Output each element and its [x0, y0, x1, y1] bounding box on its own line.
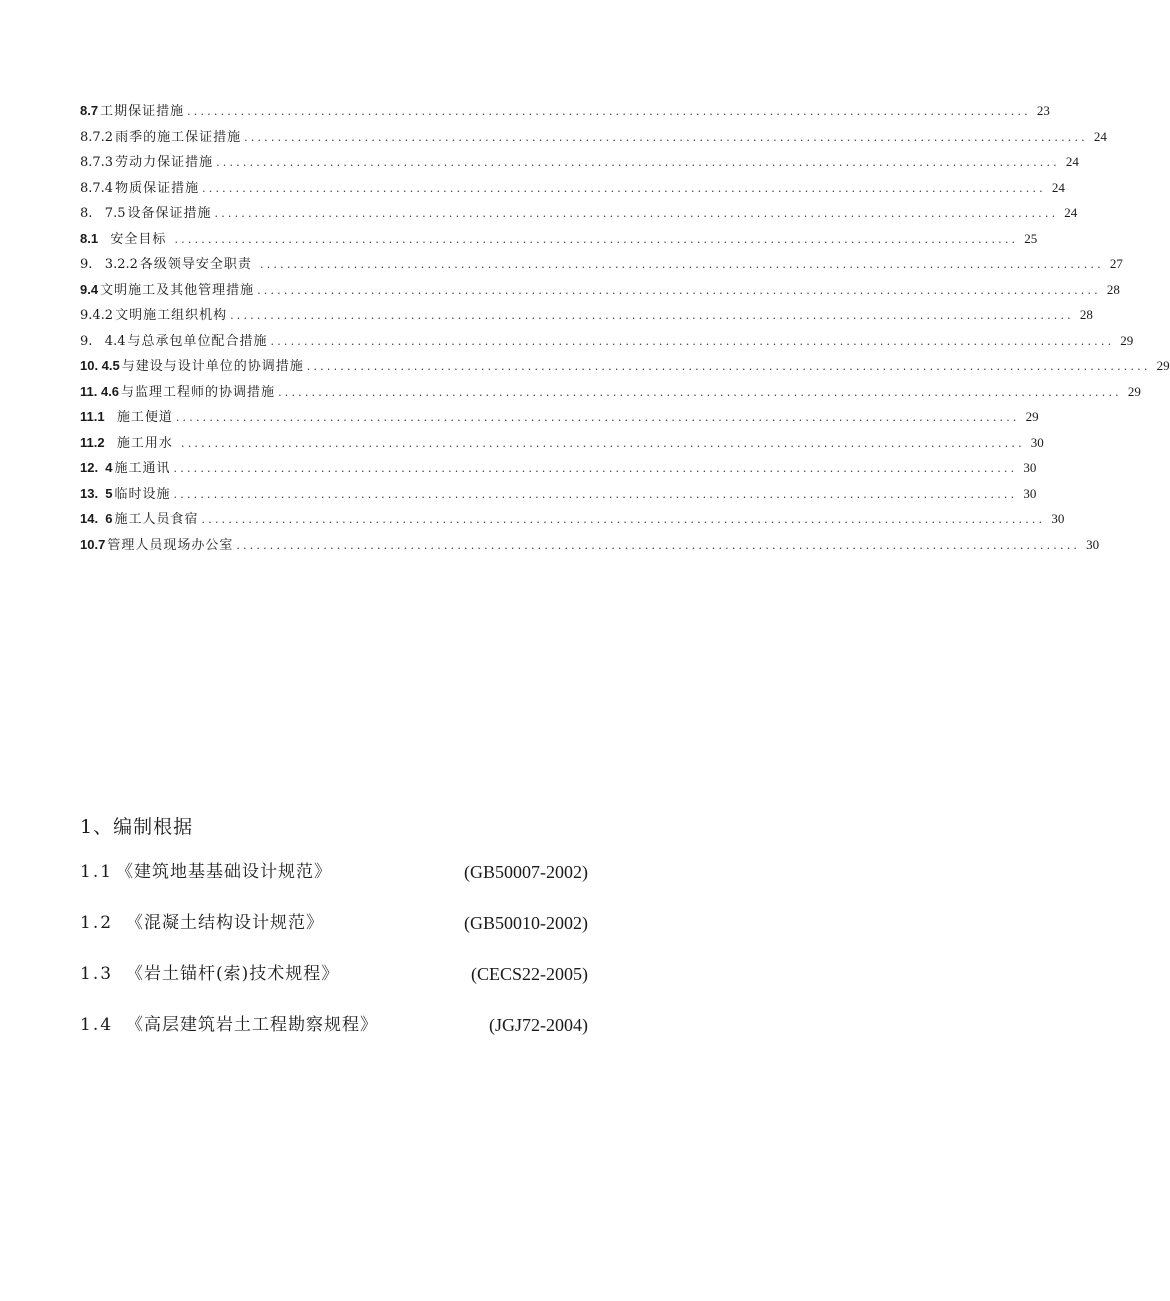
- toc-entry-page: 24: [1064, 205, 1078, 220]
- toc-entry-page: 23: [1036, 103, 1050, 118]
- toc-entry-page: 27: [1109, 256, 1123, 271]
- toc-entry-title: 与监理工程师的协调措施: [121, 384, 276, 400]
- toc-entry-number: 13. 5: [80, 485, 113, 501]
- toc-entry-page: 24: [1051, 179, 1065, 195]
- toc-entry[interactable]: [80, 330, 1134, 356]
- toc-entry-title: 与总承包单位配合措施: [127, 333, 268, 349]
- standard-number: 1.4: [80, 1015, 114, 1035]
- standard-item: [80, 1013, 600, 1064]
- toc-entry[interactable]: [80, 355, 1170, 381]
- toc-entry-title: 雨季的施工保证措施: [115, 129, 242, 145]
- standard-name: 《混凝土结构设计规范》: [126, 913, 324, 933]
- dot-leader: ..............................................................................................................................: [216, 156, 1060, 169]
- toc-entry-title: 管理人员现场办公室: [107, 537, 234, 553]
- dot-leader: ..............................................................................................................................: [201, 513, 1046, 526]
- dot-leader: ..............................................................................................................................: [244, 130, 1088, 144]
- toc-entry[interactable]: [80, 483, 1037, 509]
- toc-entry-page: 30: [1023, 460, 1037, 475]
- toc-entry-page: 25: [1024, 230, 1038, 246]
- toc-entry-number: 11.1: [80, 409, 105, 424]
- toc-entry[interactable]: [80, 100, 1050, 126]
- standard-number: 1.2: [80, 913, 114, 933]
- toc-entry-title: 安全目标: [100, 231, 172, 247]
- toc-entry[interactable]: [80, 508, 1065, 534]
- toc-entry-title: 施工便道: [106, 410, 173, 425]
- toc-entry-number: 9.4.2: [80, 308, 114, 323]
- toc-entry[interactable]: [80, 126, 1107, 152]
- toc-entry[interactable]: [80, 279, 1120, 305]
- toc-entry-page: 24: [1065, 154, 1079, 169]
- toc-entry-number: 8.7.4: [80, 180, 114, 196]
- toc-entry-page: 30: [1086, 536, 1100, 552]
- standard-code: (GB50007-2002): [464, 862, 588, 882]
- toc-entry-number: 12. 4: [80, 460, 113, 475]
- standard-number: 1.1: [80, 862, 114, 882]
- toc-entry-number: 9. 3.2.2: [80, 257, 138, 272]
- toc-entry-number: 8.7.3: [80, 155, 114, 170]
- table-of-contents: [80, 100, 1170, 559]
- toc-entry-page: 29: [1127, 383, 1141, 399]
- toc-entry[interactable]: [80, 381, 1141, 407]
- toc-entry-number: 11. 4.6: [80, 383, 120, 399]
- toc-entry[interactable]: [80, 202, 1078, 228]
- toc-entry-page: 29: [1156, 358, 1170, 373]
- toc-entry-number: 8.7: [80, 103, 99, 118]
- toc-entry-title: 文明施工及其他管理措施: [100, 282, 255, 298]
- toc-entry-number: 8. 7.5: [80, 206, 126, 221]
- toc-entry-page: 28: [1106, 281, 1120, 297]
- toc-entry-title: 临时设施: [114, 486, 171, 502]
- toc-entry-page: 30: [1051, 511, 1065, 526]
- toc-entry-page: 30: [1023, 485, 1037, 501]
- standard-name: 《岩土锚杆(索)技术规程》: [126, 964, 340, 984]
- toc-entry-title: 与建设与设计单位的协调措施: [121, 359, 304, 374]
- dot-leader: ..............................................................................................................................: [214, 207, 1059, 220]
- toc-entry-number: 14. 6: [80, 511, 113, 526]
- standard-name: 《建筑地基基础设计规范》: [116, 862, 332, 882]
- toc-entry-title: 施工人员食宿: [114, 512, 199, 527]
- toc-entry-number: 10. 4.5: [80, 358, 120, 373]
- toc-entry-number: 10.7: [80, 536, 106, 552]
- standard-item: [80, 860, 600, 911]
- toc-entry-title: 劳动力保证措施: [115, 155, 214, 170]
- toc-entry[interactable]: [80, 534, 1100, 560]
- dot-leader: ..............................................................................................................................: [306, 360, 1151, 373]
- toc-entry-page: 24: [1093, 128, 1107, 144]
- toc-entry-number: 8.1: [80, 230, 99, 246]
- toc-entry-title: 文明施工组织机构: [115, 308, 228, 323]
- toc-entry-title: 各级领导安全职责: [139, 257, 258, 272]
- section-heading: 1、编制根据: [80, 816, 194, 838]
- standard-name: 《高层建筑岩土工程勘察规程》: [126, 1015, 378, 1035]
- toc-entry-title: 物质保证措施: [115, 180, 200, 196]
- toc-entry-title: 设备保证措施: [127, 206, 212, 221]
- toc-entry-number: 11.2: [80, 434, 105, 450]
- dot-leader: ..............................................................................................................................: [187, 105, 1031, 118]
- dot-leader: ..............................................................................................................................: [260, 258, 1104, 271]
- dot-leader: ..............................................................................................................................: [236, 538, 1081, 552]
- toc-entry-page: 29: [1025, 409, 1039, 424]
- standard-code: (GB50010-2002): [464, 913, 588, 933]
- toc-entry[interactable]: [80, 151, 1079, 177]
- dot-leader: ..............................................................................................................................: [202, 181, 1046, 195]
- toc-entry-title: 工期保证措施: [100, 104, 185, 119]
- toc-entry-number: 8.7.2: [80, 129, 114, 145]
- toc-entry-title: 施工用水: [106, 435, 178, 451]
- standards-list: [80, 860, 600, 1064]
- dot-leader: ..............................................................................................................................: [270, 334, 1115, 348]
- standard-code: (JGJ72-2004): [489, 1015, 588, 1035]
- toc-entry[interactable]: [80, 228, 1038, 254]
- toc-entry-page: 30: [1030, 434, 1044, 450]
- toc-entry[interactable]: [80, 406, 1039, 432]
- dot-leader: ..............................................................................................................................: [174, 232, 1019, 246]
- dot-leader: ..............................................................................................................................: [181, 436, 1025, 450]
- toc-entry[interactable]: [80, 457, 1037, 483]
- standard-number: 1.3: [80, 964, 114, 984]
- compilation-basis-section: [80, 812, 600, 1064]
- toc-entry-title: 施工通讯: [114, 461, 171, 476]
- dot-leader: ..............................................................................................................................: [173, 487, 1018, 501]
- toc-entry-page: 28: [1079, 307, 1093, 322]
- toc-entry[interactable]: [80, 432, 1044, 458]
- toc-entry-page: 29: [1120, 332, 1134, 348]
- dot-leader: ..............................................................................................................................: [175, 411, 1020, 424]
- toc-entry[interactable]: [80, 253, 1123, 279]
- standard-item: [80, 911, 600, 962]
- toc-entry[interactable]: [80, 177, 1065, 203]
- dot-leader: ..............................................................................................................................: [278, 385, 1122, 399]
- toc-entry[interactable]: [80, 304, 1093, 330]
- dot-leader: ..............................................................................................................................: [230, 309, 1074, 322]
- standard-item: [80, 962, 600, 1013]
- toc-entry-number: 9.4: [80, 281, 99, 297]
- dot-leader: ..............................................................................................................................: [257, 283, 1101, 297]
- dot-leader: ..............................................................................................................................: [173, 462, 1018, 475]
- toc-entry-number: 9. 4.4: [80, 333, 126, 349]
- standard-code: (CECS22-2005): [471, 964, 588, 984]
